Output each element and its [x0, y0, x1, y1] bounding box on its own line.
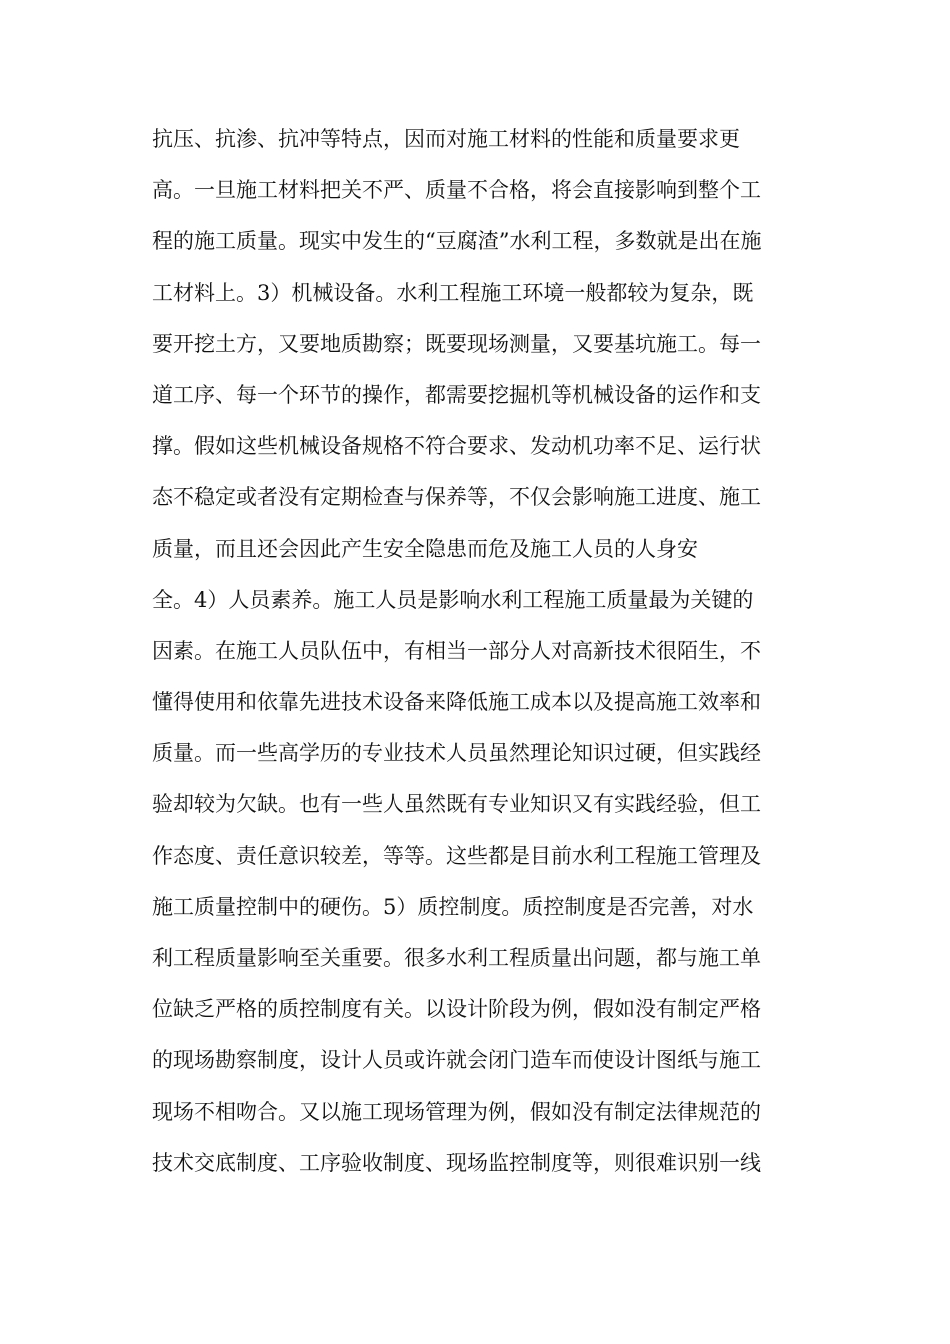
text-line: 高。一旦施工材料把关不严、质量不合格，将会直接影响到整个工 — [152, 178, 761, 203]
text-line: 验却较为欠缺。也有一些人虽然既有专业知识又有实践经验，但工 — [152, 792, 761, 817]
text-line: 质量，而且还会因此产生安全隐患而危及施工人员的人身安 — [152, 536, 698, 561]
text-line: 撑。假如这些机械设备规格不符合要求、发动机功率不足、运行状 — [152, 434, 761, 459]
text-line: 抗压、抗渗、抗冲等特点，因而对施工材料的性能和质量要求更 — [152, 127, 740, 151]
text-line: 懂得使用和依靠先进技术设备来降低施工成本以及提高施工效率和 — [152, 690, 761, 715]
text-line: 工材料上。3）机械设备。水利工程施工环境一般都较为复杂，既 — [152, 280, 754, 305]
text-line: 技术交底制度、工序验收制度、现场监控制度等，则很难识别一线 — [152, 1150, 761, 1175]
text-line: 位缺乏严格的质控制度有关。以设计阶段为例，假如没有制定严格 — [152, 997, 761, 1022]
text-line: 因素。在施工人员队伍中，有相当一部分人对高新技术很陌生，不 — [152, 638, 761, 663]
text-line: 的现场勘察制度，设计人员或许就会闭门造车而使设计图纸与施工 — [152, 1048, 761, 1073]
text-line: 程的施工质量。现实中发生的“豆腐渣”水利工程，多数就是出在施 — [152, 229, 762, 254]
text-line: 态不稳定或者没有定期检查与保养等，不仅会影响施工进度、施工 — [152, 485, 761, 510]
text-line: 要开挖土方，又要地质勘察；既要现场测量，又要基坑施工。每一 — [152, 331, 761, 356]
text-line: 施工质量控制中的硬伤。5）质控制度。质控制度是否完善，对水 — [152, 894, 754, 919]
text-line: 全。4）人员素养。施工人员是影响水利工程施工质量最为关键的 — [152, 587, 754, 612]
text-line: 作态度、责任意识较差，等等。这些都是目前水利工程施工管理及 — [152, 843, 761, 868]
body-text — [152, 114, 812, 1189]
text-line: 质量。而一些高学历的专业技术人员虽然理论知识过硬，但实践经 — [152, 741, 761, 766]
text-line: 利工程质量影响至关重要。很多水利工程质量出问题，都与施工单 — [152, 946, 761, 970]
text-line: 道工序、每一个环节的操作，都需要挖掘机等机械设备的运作和支 — [152, 382, 761, 407]
text-line: 现场不相吻合。又以施工现场管理为例，假如没有制定法律规范的 — [152, 1099, 761, 1124]
